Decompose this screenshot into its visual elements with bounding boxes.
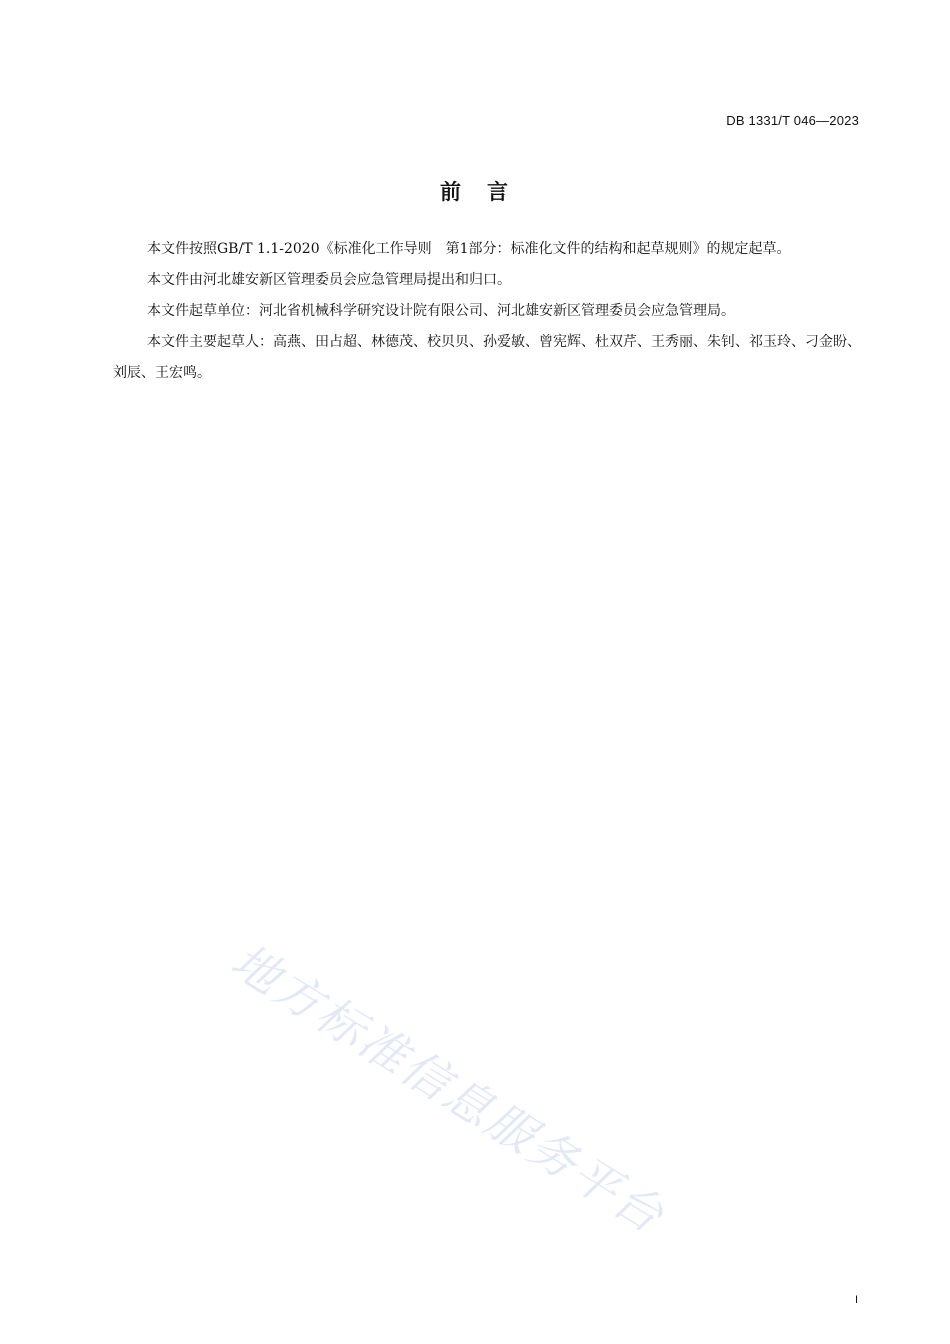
paragraph-drafting-units: 本文件起草单位：河北省机械科学研究设计院有限公司、河北雄安新区管理委员会应急管理局。 [147, 303, 735, 319]
page-number: I [854, 1294, 858, 1306]
section-title [0, 176, 950, 206]
paragraph-proposer: 本文件由河北雄安新区管理委员会应急管理局提出和归口。 [147, 272, 511, 288]
paragraph-drafting-rules: 本文件按照GB/T 1.1-2020《标准化工作导则 第1部分：标准化文件的结构和起草规则》的规定起草。 [147, 241, 791, 257]
watermark-text: 地方标准信息服务平台 [221, 933, 675, 1246]
document-code: DB 1331/T 046—2023 [726, 113, 859, 128]
section-title-left: 前 [440, 180, 463, 204]
paragraph-drafters: 本文件主要起草人：高燕、田占超、林德茂、校贝贝、孙爱敏、曾宪辉、杜双芹、王秀丽、朱钊、祁玉玲、刁金盼、刘辰、王宏鸣。 [113, 334, 861, 381]
preface-body [113, 234, 861, 389]
section-title-right: 言 [487, 180, 510, 204]
